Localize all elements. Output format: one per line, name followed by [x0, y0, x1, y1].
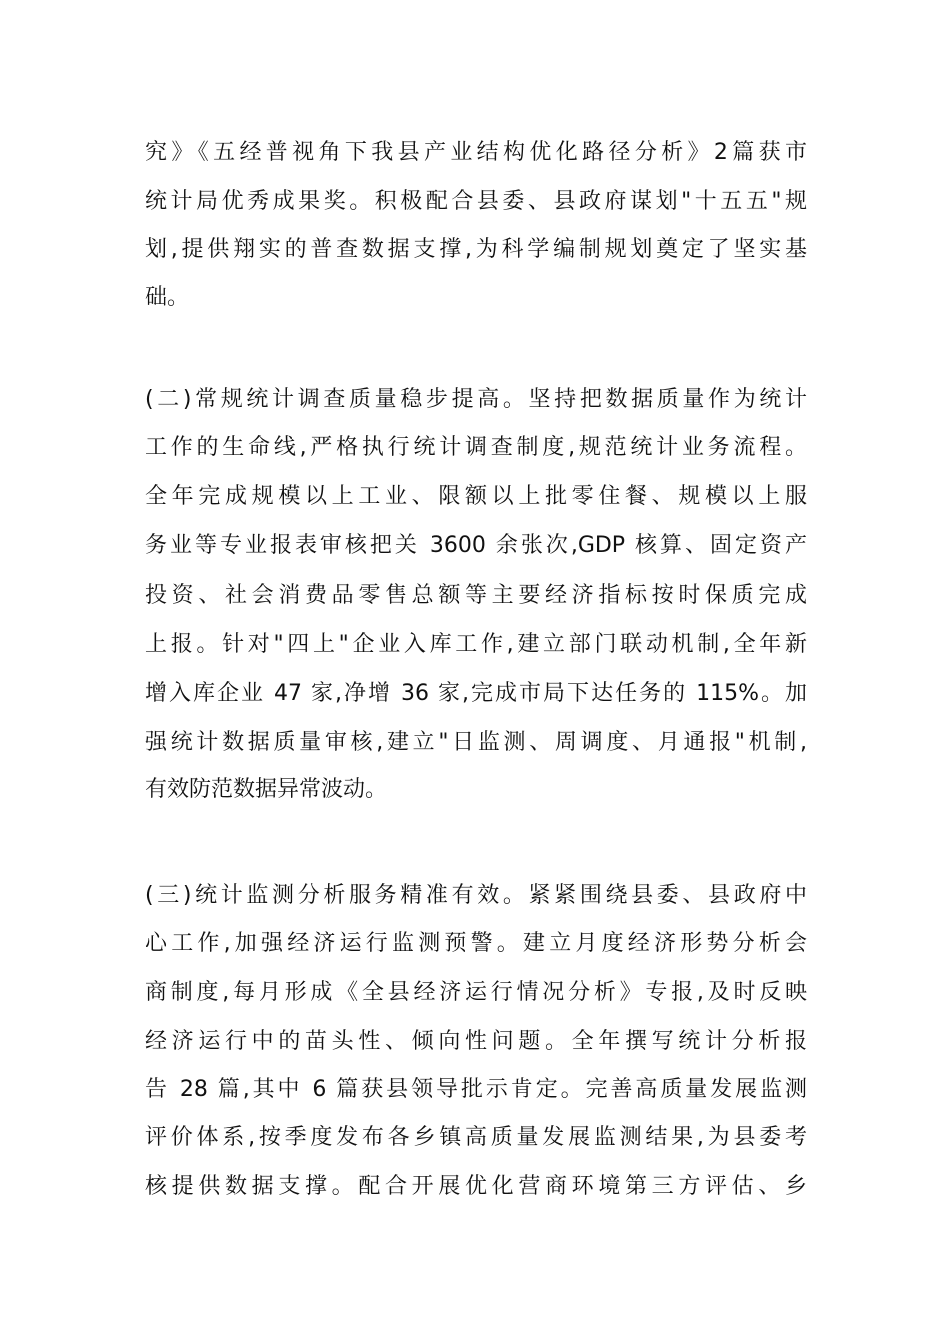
text-line: 工作的生命线,严格执行统计调查制度,规范统计业务流程。 — [145, 435, 807, 460]
text-line: 心工作,加强经济运行监测预警。建立月度经济形势分析会 — [145, 931, 807, 956]
text-line: 上报。针对"四上"企业入库工作,建立部门联动机制,全年新 — [145, 632, 807, 657]
text-line: 投资、社会消费品零售总额等主要经济指标按时保质完成 — [145, 583, 807, 608]
text-line: 核提供数据支撑。配合开展优化营商环境第三方评估、乡 — [145, 1174, 807, 1199]
text-line: 经济运行中的苗头性、倾向性问题。全年撰写统计分析报 — [145, 1029, 807, 1054]
text-line: 增入库企业 47 家,净增 36 家,完成市局下达任务的 115%。加 — [145, 681, 807, 706]
text-line: 全年完成规模以上工业、限额以上批零住餐、规模以上服 — [145, 484, 807, 509]
text-line: 强统计数据质量审核,建立"日监测、周调度、月通报"机制, — [145, 730, 807, 755]
text-line: 告 28 篇,其中 6 篇获县领导批示肯定。完善高质量发展监测 — [145, 1077, 807, 1102]
text-line: 划,提供翔实的普查数据支撑,为科学编制规划奠定了坚实基 — [145, 237, 807, 262]
text-line: 商制度,每月形成《全县经济运行情况分析》专报,及时反映 — [145, 980, 807, 1005]
text-line: (二)常规统计调查质量稳步提高。坚持把数据质量作为统计 — [145, 387, 807, 412]
text-line: 有效防范数据异常波动。 — [145, 777, 388, 802]
text-line: 究》《五经普视角下我县产业结构优化路径分析》2篇获市 — [145, 140, 807, 165]
text-line: 础。 — [145, 285, 190, 310]
text-line: (三)统计监测分析服务精准有效。紧紧围绕县委、县政府中 — [145, 883, 807, 908]
text-line: 统计局优秀成果奖。积极配合县委、县政府谋划"十五五"规 — [145, 189, 807, 214]
text-line: 评价体系,按季度发布各乡镇高质量发展监测结果,为县委考 — [145, 1125, 807, 1150]
text-line: 务业等专业报表审核把关 3600 余张次,GDP 核算、固定资产 — [145, 533, 807, 558]
